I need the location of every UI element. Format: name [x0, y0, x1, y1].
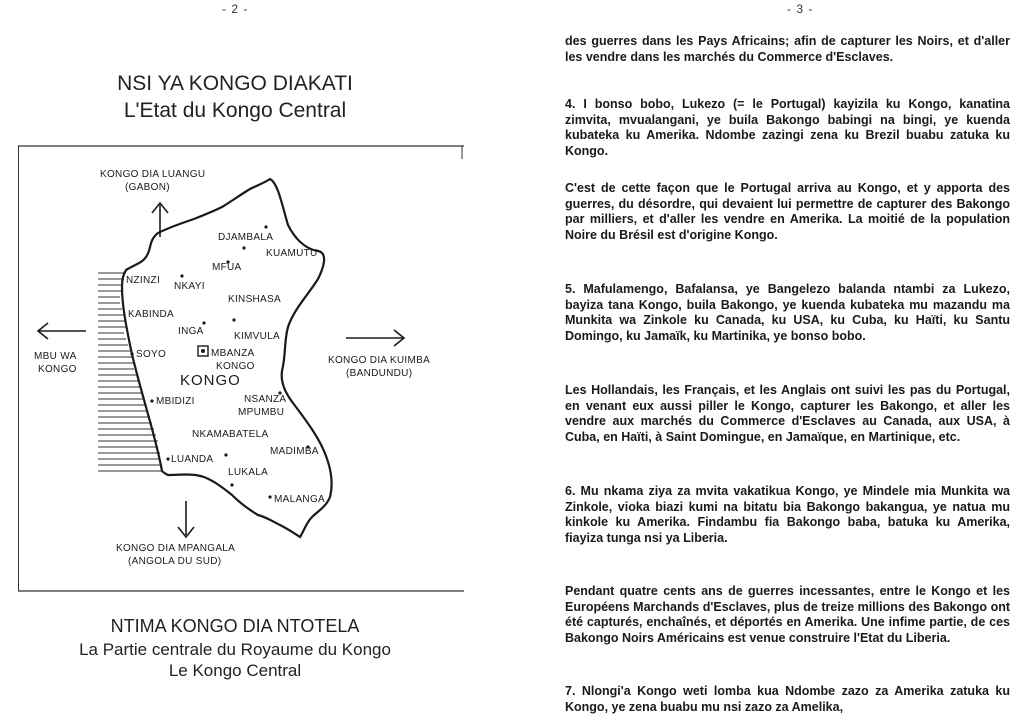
map-place-kimvula: KIMVULA — [234, 331, 281, 342]
page-number-left: - 2 - — [222, 2, 249, 16]
paragraph-2: 4. I bonso bobo, Lukezo (= le Portugal) kayizila ku Kongo, kanatina zimvita, mvualangani, ye buila Bakongo babingi na bingi, ye kuenda kubateka ku Amerika. Ndombe zazingi zena ku Brezil buabu zatuka ku Kongo. — [565, 97, 1010, 158]
paragraph-1: des guerres dans les Pays Africains; afin de capturer les Noirs, et d'aller les vendre dans les marchés du Commerce d'Esclaves. — [565, 34, 1010, 64]
map-place-mpumbu: MPUMBU — [238, 407, 285, 418]
map-place-nsanza: NSANZA — [244, 394, 287, 405]
paragraph-7: Pendant quatre cents ans de guerres incessantes, entre le Kongo et les Européens Marchands d'Esclaves, plus de treize millions des Bakongo ont été capturés, enchaînés, et déportés en Amerika. Une infime partie, de ces Bakongo Noirs Américains est venue construire l'Etat du Liberia. — [565, 584, 1010, 645]
map-label-north-sub: (GABON) — [125, 182, 170, 193]
right-page — [470, 0, 1024, 724]
map-label-east: KONGO DIA KUIMBA — [328, 355, 431, 366]
page-title: NSI YA KONGO DIAKATI — [117, 72, 353, 95]
map-label-west: MBU WA — [34, 351, 77, 362]
map-place-nkayi: NKAYI — [174, 281, 205, 292]
caption-line-2: La Partie centrale du Royaume du Kongo — [79, 640, 391, 659]
map-place-nkamabatela: NKAMABATELA — [192, 429, 269, 440]
paragraph-3: C'est de cette façon que le Portugal arriva au Kongo, et y apporta des guerres, du désordre, qui devaient lui permettre de capturer des Bakongo par milliers, et d'aller les vendre en Amerika. La moitié de la population Noire du Brésil est d'origine Kongo. — [565, 181, 1010, 242]
map-place-madimba: MADIMBA — [270, 446, 319, 457]
map-place-kabinda: KABINDA — [128, 309, 175, 320]
map-place-mbanza: MBANZA — [211, 348, 255, 359]
map-place-kuamutu: KUAMUTU — [266, 248, 318, 259]
map-region-label: KONGO — [180, 372, 241, 389]
map-place-inga: INGA — [178, 326, 204, 337]
kongo-map — [18, 145, 464, 593]
map-place-mfua: MFUA — [212, 262, 242, 273]
map-label-south: KONGO DIA MPANGALA — [116, 543, 236, 554]
map-place-luanda: LUANDA — [171, 454, 214, 465]
map-label-south-sub: (ANGOLA DU SUD) — [128, 556, 222, 567]
map-place-kinshasa: KINSHASA — [228, 294, 281, 305]
map-place-mbidizi: MBIDIZI — [156, 396, 195, 407]
coast-hatching — [98, 273, 162, 471]
map-place-lukala: LUKALA — [228, 467, 269, 478]
map-place-nzinzi: NZINZI — [126, 275, 161, 286]
page-subtitle: L'Etat du Kongo Central — [123, 99, 347, 122]
paragraph-4: 5. Mafulamengo, Bafalansa, ye Bangelezo balanda ntambi za Lukezo, bayiza tana Kongo, buila Bakongo, ye kuenda kubateka mu mazandu ma Munkita wa Zinkole ku Canada, ku USA, ku Cuba, ku Haïti, ku Santu Domingo, ku Jamaïk, ku Martinika, ye bonso bobo. — [565, 282, 1010, 343]
paragraph-5: Les Hollandais, les Français, et les Anglais ont suivi les pas du Portugal, en venant eux aussi piller le Kongo, capturer les Bakongo, et aller les vendre aux marchés du Commerce d'Esclaves au Canada, aux USA, à Cuba, en Haïti, à Saint Domingue, en Jamaïque, en Martinique, etc. — [565, 383, 1010, 444]
paragraph-8: 7. Nlongi'a Kongo weti lomba kua Ndombe zazo za Amerika zatuka ku Kongo, ye zena buabu mu nsi zazo za Amelika, — [565, 684, 1010, 714]
map-place-soyo: SOYO — [136, 349, 167, 360]
map-label-east-sub: (BANDUNDU) — [346, 368, 413, 379]
caption-line-3: Le Kongo Central — [168, 661, 302, 680]
map-label-north: KONGO DIA LUANGU — [100, 169, 206, 180]
caption-title: NTIMA KONGO DIA NTOTELA — [110, 616, 360, 636]
map-place-malanga: MALANGA — [274, 494, 326, 505]
map-place-djambala: DJAMBALA — [218, 232, 274, 243]
paragraph-6: 6. Mu nkama ziya za mvita vakatikua Kongo, ye Mindele mia Munkita wa Zinkole, vioka biazi kumi na bitatu bia Bakongo bakangua, ye natua mu kinkole ku Amerika. Findambu fia Bakongo baba, batuka ku Amerika, fiayiza tunga nsi ya Liberia. — [565, 484, 1010, 545]
map-label-west-sub: KONGO — [38, 364, 77, 375]
map-place-kongo: KONGO — [216, 361, 255, 372]
left-page — [0, 0, 470, 724]
page-number-right: - 3 - — [787, 2, 814, 16]
